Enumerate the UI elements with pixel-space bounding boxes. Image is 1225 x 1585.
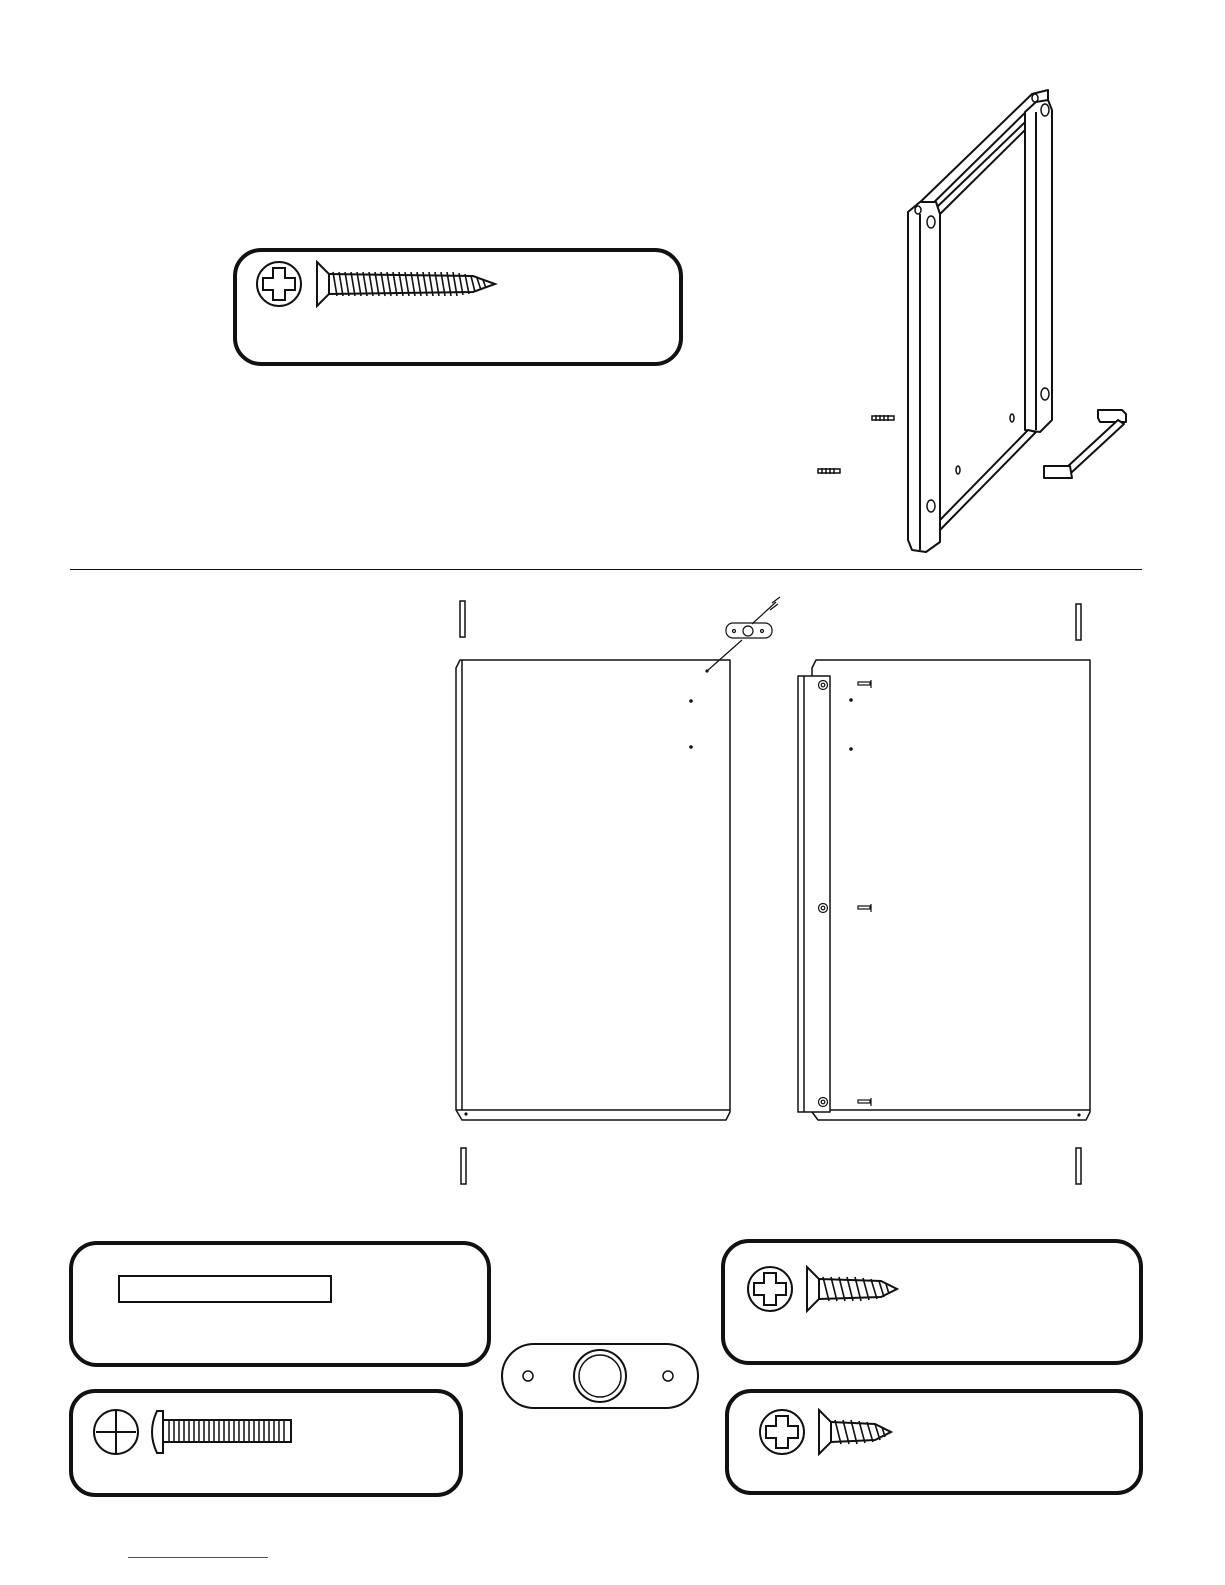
footer-link-underline[interactable] [128,1557,268,1558]
hardware-box-screw-medium [721,1239,1143,1365]
hardware-box-screw-short [725,1389,1143,1495]
side-panel-illustration [456,660,730,1120]
cam-lock-plate-icon [500,1342,700,1410]
hardware-box-long-screw [233,248,683,366]
panel-pair-illustration [450,595,1100,1190]
wooden-dowel-icon [119,1276,331,1302]
hardware-box-bolt [69,1389,463,1497]
side-panel-with-rail-illustration [798,660,1090,1120]
hardware-box-dowel [69,1241,491,1367]
frame-assembly-illustration [812,78,1142,560]
section-divider [70,569,1142,570]
